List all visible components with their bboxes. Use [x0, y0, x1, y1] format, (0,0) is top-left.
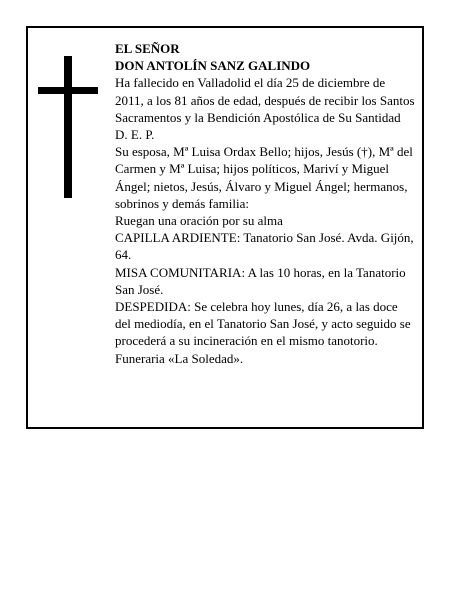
- family-list: Su esposa, Mª Luisa Ordax Bello; hijos, Jesús (†), Mª del Carmen y Mª Luisa; hijos políticos, Mariví y Miguel Ángel; nietos, Jesús, Álvaro y Miguel Ángel; hermanos, sobrinos y demás familia:: [115, 144, 413, 211]
- notice-title-line1: EL SEÑOR: [115, 41, 180, 56]
- dep-line: D. E. P.: [115, 127, 155, 143]
- cross-icon: [38, 56, 98, 198]
- chapel-info: CAPILLA ARDIENTE: Tanatorio San José. Avda. Gijón, 64.: [115, 230, 414, 263]
- mass-info: MISA COMUNITARIA: A las 10 horas, en la Tanatorio San José.: [115, 264, 406, 297]
- cross-vertical-bar: [64, 56, 72, 198]
- prayer-request: Ruegan una oración por su alma: [115, 213, 283, 229]
- notice-body: [115, 40, 415, 367]
- obituary-notice: [26, 26, 424, 429]
- cross-horizontal-bar: [38, 87, 98, 94]
- funeral-home: Funeraria «La Soledad».: [115, 350, 244, 366]
- farewell-info: DESPEDIDA: Se celebra hoy lunes, día 26, a las doce del mediodía, en el Tanatorio San José, y acto seguido se procederá a su incineración en el mismo tanotorio.: [115, 299, 411, 349]
- deceased-name: DON ANTOLÍN SANZ GALINDO: [115, 58, 311, 74]
- death-info: Ha fallecido en Valladolid el día 25 de diciembre de 2011, a los 81 años de edad, después de recibir los Santos Sacramentos y la Bendición Apostólica de Su Santidad: [115, 75, 415, 125]
